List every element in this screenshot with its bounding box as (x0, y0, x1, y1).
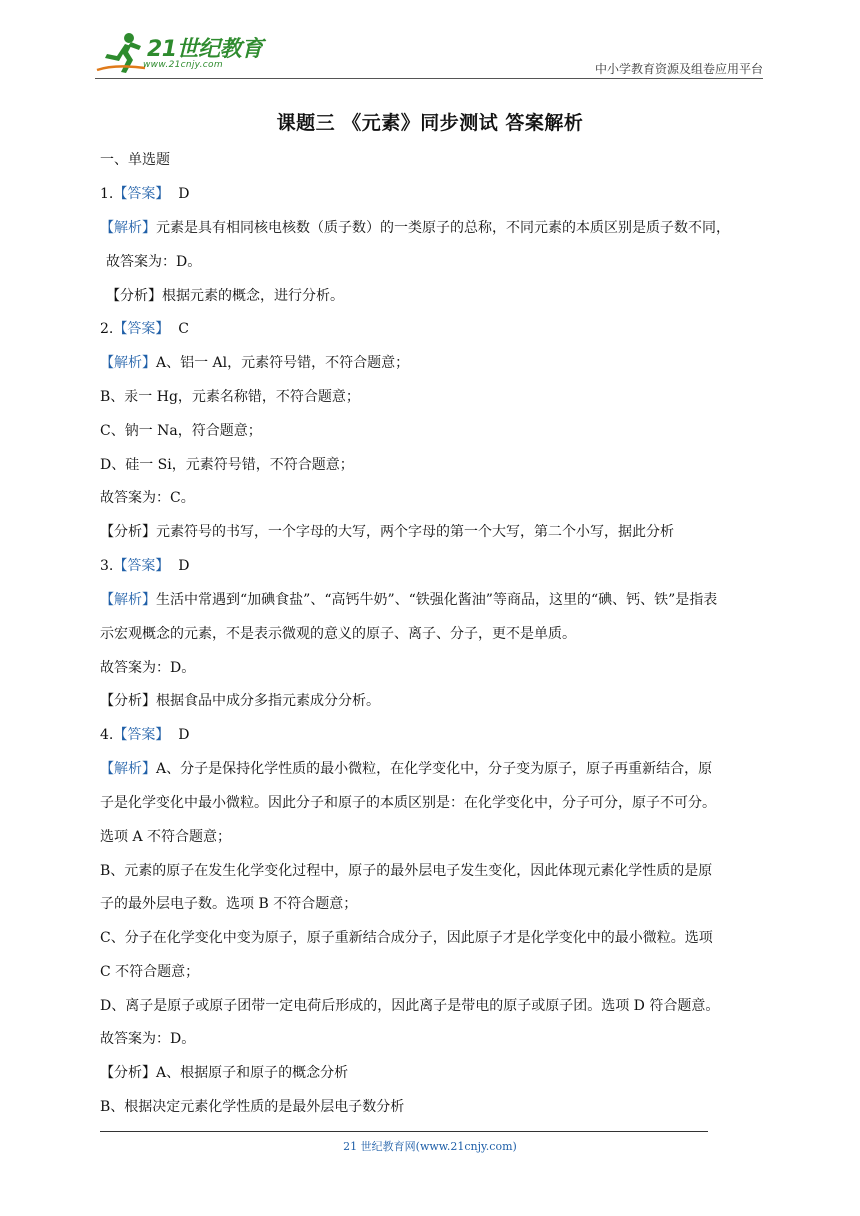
logo-url: www.21cnjy.com (143, 60, 223, 70)
q4-jiexi-line-1 (100, 759, 712, 779)
site-logo (95, 30, 265, 76)
q3-answer-tag: 【答案】 (113, 558, 170, 574)
q1-number: 1. (100, 186, 114, 202)
q2-jiexi-line-1 (100, 353, 409, 373)
page-title: 课题三 《元素》同步测试 答案解析 (276, 112, 584, 134)
q2-option-c: C、钠一 Na，符合题意； (100, 423, 262, 439)
q2-fenxi: 【分析】元素符号的书写，一个字母的大写，两个字母的第一个大写，第二个小写，据此分析 (100, 524, 674, 540)
q1-jiexi-line-1 (100, 218, 730, 238)
runner-logo-icon (95, 30, 147, 76)
logo-text: 21世纪教育 (147, 37, 263, 62)
q4-answer-tag: 【答案】 (113, 727, 170, 743)
footer-divider (100, 1131, 708, 1132)
q4-option-b-line-2: 子的最外层电子数。选项 B 不符合题意； (100, 896, 358, 912)
q4-jiexi-tag: 【解析】 (100, 761, 156, 777)
q1-answer-tag: 【答案】 (113, 186, 170, 202)
q4-jiexi-text-1: A、分子是保持化学性质的最小微粒，在化学变化中，分子变为原子，原子再重新结合，原 (156, 761, 713, 777)
q1-jiexi-text-1: 元素是具有相同核电核数（质子数）的一类原子的总称，不同元素的本质区别是质子数不同， (156, 220, 730, 236)
q4-answer: D (178, 727, 190, 743)
q2-jiexi-text-1: A、铝一 Al，元素符号错，不符合题意； (156, 355, 410, 371)
q4-option-b-line-1: B、元素的原子在发生化学变化过程中，原子的最外层电子发生变化，因此体现元素化学性质的是原 (100, 863, 713, 879)
q2-option-b: B、汞一 Hg，元素名称错，不符合题意； (100, 389, 360, 405)
q1-jiexi-line-2: 故答案为：D。 (106, 254, 202, 270)
q4-option-c-line-2: C 不符合题意； (100, 964, 200, 980)
q2-answer-line (100, 319, 189, 339)
q4-jiexi-line-3: 选项 A 不符合题意； (100, 829, 232, 845)
q2-option-d: D、硅一 Si，元素符号错，不符合题意； (100, 457, 354, 473)
q4-answer-line (100, 725, 190, 745)
q3-answer-line (100, 556, 190, 576)
q4-number: 4. (100, 727, 114, 743)
q3-conclusion: 故答案为：D。 (100, 660, 196, 676)
footer-text[interactable]: 21 世纪教育网(www.21cnjy.com) (343, 1140, 517, 1153)
q3-number: 3. (100, 558, 114, 574)
q1-answer: D (178, 186, 190, 202)
q1-fenxi: 【分析】根据元素的概念，进行分析。 (106, 288, 344, 304)
q2-answer: C (178, 321, 189, 337)
q1-answer-line (100, 184, 190, 204)
page-header (95, 30, 763, 78)
q3-jiexi-text-1: 生活中常遇到“加碘食盐”、“高钙牛奶”、“铁强化酱油”等商品，这里的“碘、钙、铁”是指表 (156, 592, 718, 608)
q2-jiexi-tag: 【解析】 (100, 355, 156, 371)
q3-answer: D (178, 558, 190, 574)
q3-jiexi-line-1 (100, 590, 717, 610)
q3-jiexi-tag: 【解析】 (100, 592, 156, 608)
q2-conclusion: 故答案为：C。 (100, 490, 195, 506)
q1-jiexi-tag: 【解析】 (100, 220, 156, 236)
q4-conclusion: 故答案为：D。 (100, 1031, 196, 1047)
q4-option-d: D、离子是原子或原子团带一定电荷后形成的，因此离子是带电的原子或原子团。选项 D 符合题意。 (100, 998, 720, 1014)
q2-number: 2. (100, 321, 114, 337)
q3-jiexi-line-2: 示宏观概念的元素，不是表示微观的意义的原子、离子、分子，更不是单质。 (100, 626, 576, 642)
q2-answer-tag: 【答案】 (113, 321, 170, 337)
q4-fenxi-line-1: 【分析】A、根据原子和原子的概念分析 (100, 1065, 349, 1081)
section-heading: 一、单选题 (100, 152, 170, 168)
header-divider (95, 78, 763, 79)
q4-fenxi-line-2: B、根据决定元素化学性质的是最外层电子数分析 (100, 1099, 405, 1115)
header-platform-text: 中小学教育资源及组卷应用平台 (594, 62, 763, 76)
q3-fenxi: 【分析】根据食品中成分多指元素成分分析。 (100, 693, 380, 709)
q4-jiexi-line-2: 子是化学变化中最小微粒。因此分子和原子的本质区别是：在化学变化中，分子可分，原子不可分。 (100, 795, 716, 811)
q4-option-c-line-1: C、分子在化学变化中变为原子，原子重新结合成分子，因此原子才是化学变化中的最小微粒。选项 (100, 930, 713, 946)
